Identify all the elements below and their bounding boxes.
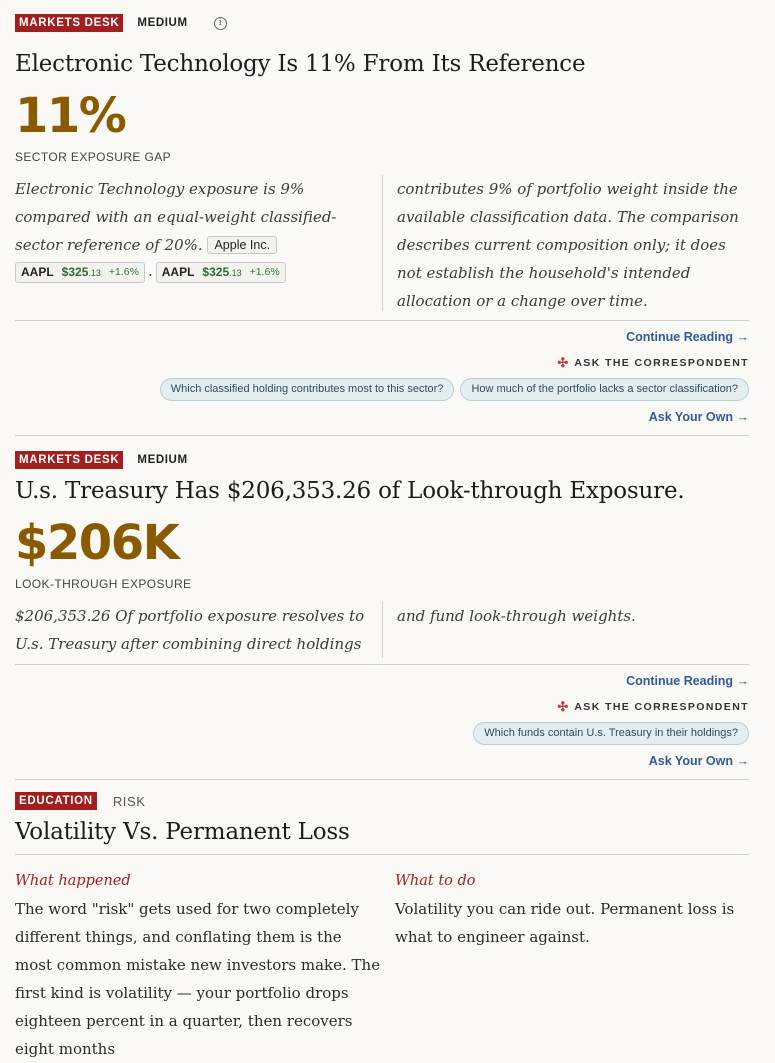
company-pill[interactable]: Apple Inc. — [207, 236, 277, 254]
continue-reading-link[interactable]: Continue Reading → — [626, 674, 749, 688]
figure-caption: SECTOR EXPOSURE GAP — [15, 150, 172, 164]
ticker-price: $325.13 — [202, 264, 242, 279]
education-card — [15, 792, 749, 1063]
category-label: RISK — [112, 793, 146, 809]
insight-card-lookthrough — [15, 451, 749, 780]
question-chip[interactable]: Which classified holding contributes most to this sector? — [160, 378, 455, 401]
body-right-column: contributes 9% of portfolio weight inside the available classification data. The comparison describes current composition only; it does not establish the household's intended allocation or a change over time. — [382, 175, 749, 311]
what-happened-heading: What happened — [15, 873, 131, 889]
card-tag-row — [15, 14, 749, 32]
what-to-do-text: Volatility you can ride out. Permanent loss is what to engineer against. — [395, 900, 735, 946]
ask-your-own-link[interactable]: Ask Your Own → — [648, 754, 749, 768]
card-tag-row — [15, 451, 749, 469]
suggested-questions — [15, 722, 749, 745]
ask-correspondent-label: ✣ ASK THE CORRESPONDENT — [557, 355, 749, 370]
ticker-change: +1.6% — [249, 266, 280, 278]
section-tag: MARKETS DESK — [15, 451, 123, 469]
ticker-price: $325.13 — [61, 264, 101, 279]
info-icon[interactable]: i — [214, 17, 227, 30]
figure-caption: LOOK-THROUGH EXPOSURE — [15, 577, 192, 591]
ticker-chip[interactable] — [156, 262, 286, 283]
card-headline: Volatility Vs. Permanent Loss — [15, 819, 350, 845]
insight-card-sector — [15, 14, 749, 436]
what-happened-text: The word "risk" gets used for two completely different things, and conflating them is the most common mistake new investors make. The first kind is volatility — your portfolio drops eighteen percent in a quarter, then recovers eight months — [15, 900, 381, 1058]
card-actions — [15, 328, 749, 426]
card-body — [15, 602, 749, 658]
headline-figure: 11% — [15, 88, 126, 144]
ticker-symbol: AAPL — [161, 265, 195, 279]
divider — [15, 854, 749, 855]
suggested-questions — [15, 378, 749, 401]
section-tag: EDUCATION — [15, 792, 97, 810]
education-body — [15, 873, 749, 1063]
severity-label: MEDIUM — [137, 17, 188, 29]
what-to-do-heading: What to do — [395, 873, 476, 889]
sparkle-icon: ✣ — [557, 699, 569, 714]
question-chip[interactable]: How much of the portfolio lacks a sector classification? — [460, 378, 749, 401]
ticker-chip[interactable] — [15, 262, 145, 283]
card-actions — [15, 672, 749, 770]
sparkle-icon: ✣ — [557, 355, 569, 370]
divider — [15, 435, 749, 436]
divider — [15, 320, 749, 321]
card-body — [15, 175, 749, 311]
what-to-do-column — [395, 873, 749, 1063]
question-chip[interactable]: Which funds contain U.s. Treasury in their holdings? — [473, 722, 749, 745]
card-tag-row — [15, 792, 749, 810]
headline-figure: $206K — [15, 515, 179, 571]
body-left-column: $206,353.26 Of portfolio exposure resolves to U.s. Treasury after combining direct holdings — [15, 607, 365, 653]
card-headline: Electronic Technology Is 11% From Its Reference — [15, 51, 586, 77]
severity-label: MEDIUM — [137, 454, 188, 466]
ask-your-own-link[interactable]: Ask Your Own → — [648, 410, 749, 424]
continue-reading-link[interactable]: Continue Reading → — [626, 330, 749, 344]
ticker-row — [15, 260, 368, 283]
divider — [15, 779, 749, 780]
ask-correspondent-label: ✣ ASK THE CORRESPONDENT — [557, 699, 749, 714]
divider — [15, 664, 749, 665]
ticker-symbol: AAPL — [21, 265, 54, 279]
card-headline: U.s. Treasury Has $206,353.26 of Look-through Exposure. — [15, 478, 685, 504]
ticker-separator: . — [147, 262, 153, 280]
body-left-column — [15, 175, 382, 311]
ticker-change: +1.6% — [108, 266, 139, 278]
body-left-text: Electronic Technology exposure is 9% compared with an equal-weight classified-sector reference of 20%. — [15, 180, 337, 254]
body-right-column: and fund look-through weights. — [382, 602, 749, 658]
what-happened-column — [15, 873, 395, 1063]
section-tag: MARKETS DESK — [15, 14, 123, 32]
